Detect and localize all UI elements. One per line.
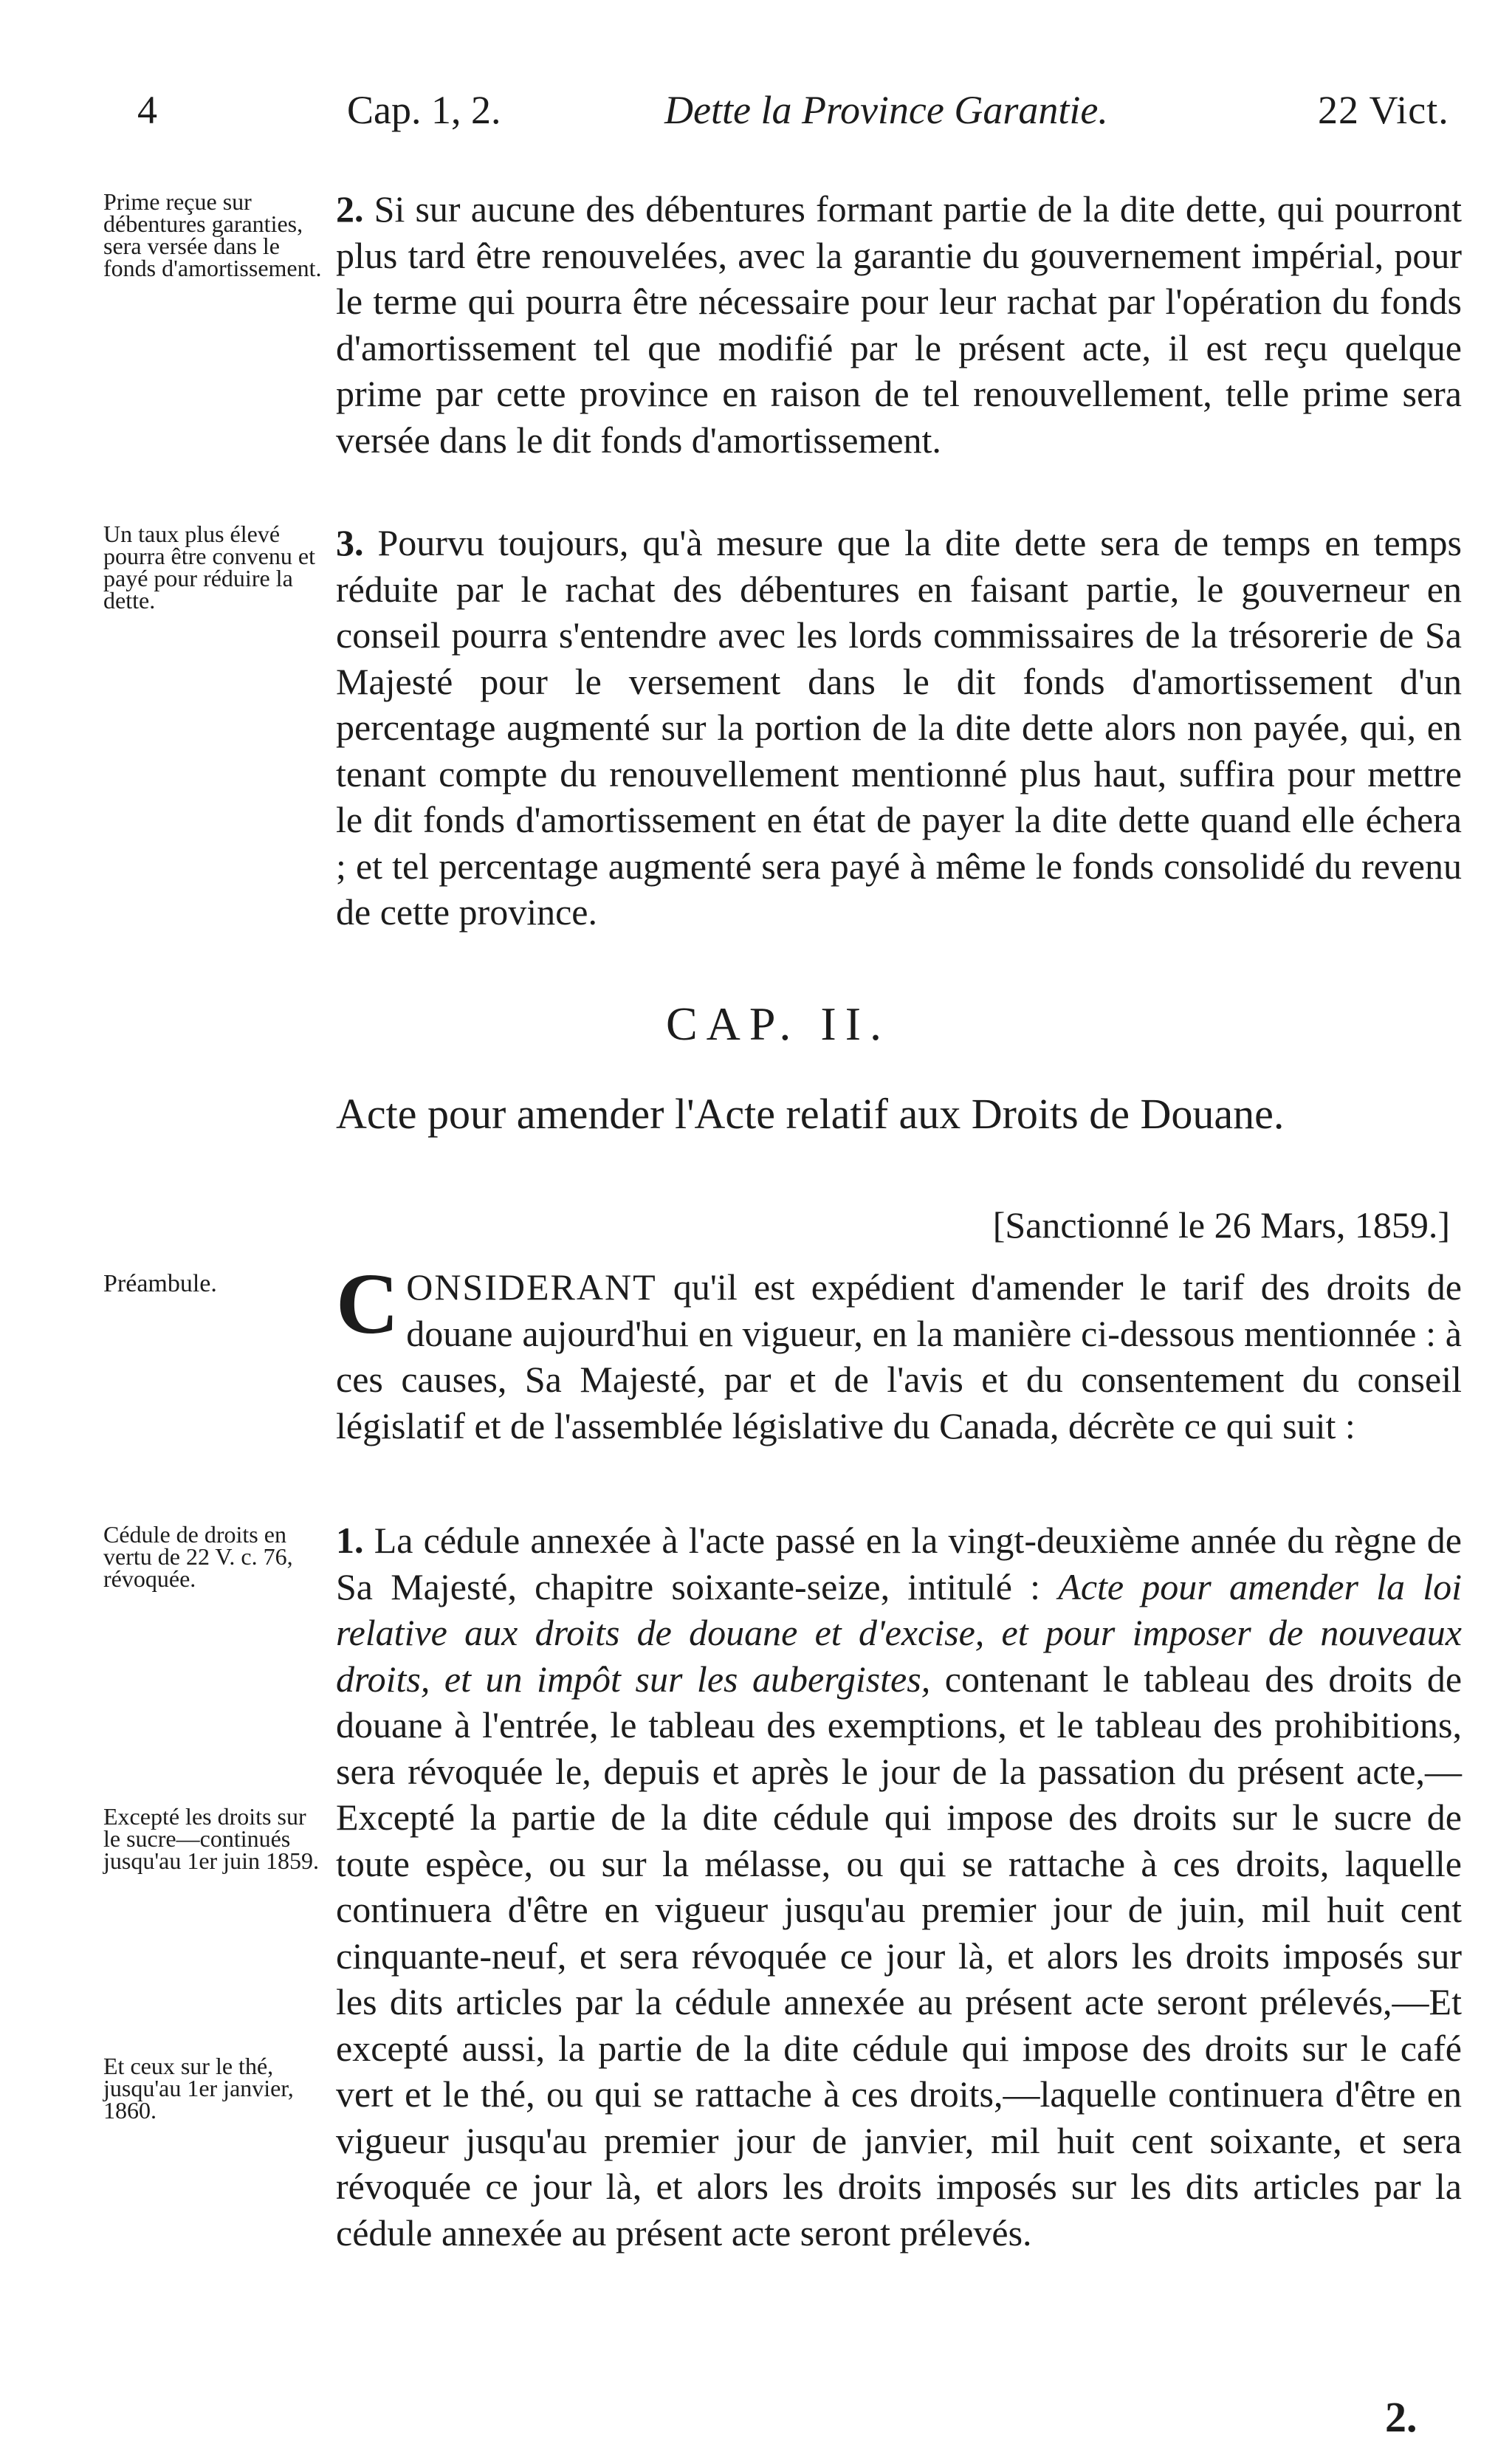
preamble-text: qu'il est expédient d'amender le tarif des droits de douane aujourd'hui en vigueur, en la manière ci-dessous mentionnée : à ces causes, Sa Majesté, par et de l'avis et du consentement du conseil législatif et de l'assemblée législative du Canada, décrète ce qui suit : <box>336 1266 1462 1446</box>
sidenote-preambule: Préambule. <box>103 1270 217 1297</box>
section-2-number: 2. <box>336 188 364 230</box>
sidenote-excepte: Excepté les droits sur le sucre—continués jusqu'au 1er juin 1859. <box>103 1803 319 1874</box>
running-title: Dette la Province Garantie. <box>664 88 1108 132</box>
section-1 <box>336 1517 1462 2256</box>
section-1-text-b: contenant le tableau des droits de douane à l'entrée, le tableau des exemptions, et le tableau des prohibitions, sera révoquée le, depuis et après le jour de la passation du présent acte,—Excepté la partie de la dite cédule qui impose des droits sur le sucre de toute espèce, ou sur la mélasse, ou qui se rattache à ces droits, laquelle continuera d'être en vigueur jusqu'au premier jour de juin, mil huit cent cinquante-neuf, et sera révoquée ce jour là, et alors les droits imposés sur les dits articles par la cédule annexée au présent acte seront prélevés,—Et excepté aussi, la partie de la dite cédule qui impose des droits sur le café vert et le thé, ou qui se rattache à ces droits,—laquelle continuera d'être en vigueur jusqu'au premier jour de janvier, mil huit cent soixante, et sera révoquée ce jour là, et alors les droits imposés sur les dits articles par la cédule annexée au présent acte seront prélevés. <box>336 1658 1463 2254</box>
section-2-text: Si sur aucune des débentures formant partie de la dite dette, qui pourront plus tard être renouvelées, avec la garantie du gouvernement impérial, pour le terme qui pourra être nécessaire pour leur rachat par l'opération du fonds d'amortissement tel que modifié par le présent acte, il est reçu quelque prime par cette province en raison de tel renouvellement, telle prime sera versée dans le dit fonds d'amortissement. <box>336 188 1462 461</box>
regnal-year: 22 Vict. <box>1318 88 1449 132</box>
sidenote-taux: Un taux plus élevé pourra être convenu et payé pour réduire la dette. <box>103 521 315 614</box>
act-title: Acte pour amender l'Acte relatif aux Droits de Douane. <box>336 1090 1285 1138</box>
running-header <box>0 87 1512 146</box>
sanction-date: [Sanctionné le 26 Mars, 1859.] <box>992 1204 1450 1246</box>
section-2 <box>336 186 1462 463</box>
preamble-lead: ONSIDERANT <box>406 1266 657 1308</box>
cited-act-title: Acte pour amender la loi relative aux droits de douane et d'excise, et pour imposer de nouveaux droits, et un impôt sur les aubergistes, <box>336 1565 1463 1700</box>
sidenote-prime: Prime reçue sur débentures garanties, sera versée dans le fonds d'amortissement. <box>103 188 322 281</box>
section-3 <box>336 520 1462 936</box>
section-1-text-a: La cédule annexée à l'acte passé en la vingt-deuxième année du règne de Sa Majesté, chapitre soixante-seize, intitulé : <box>336 1520 1462 1607</box>
chapter-reference: Cap. 1, 2. <box>347 88 501 132</box>
sidenote-the: Et ceux sur le thé, jusqu'au 1er janvier, 1860. <box>103 2053 294 2124</box>
drop-cap: C <box>336 1255 399 1352</box>
catchword: 2. <box>1385 2393 1418 2441</box>
chapter-heading: CAP. II. <box>665 998 891 1050</box>
section-3-text: Pourvu toujours, qu'à mesure que la dite dette sera de temps en temps réduite par le rachat des débentures en faisant partie, le gouverneur en conseil pourra s'entendre avec les lords commissaires de la trésorerie de Sa Majesté pour le versement dans le dit fonds d'amortissement d'un percentage augmenté sur la portion de la dite dette alors non payée, qui, en tenant compte du renouvellement mentionné plus haut, suffira pour mettre le dit fonds d'amortissement en état de payer la dite dette quand elle échera ; et tel percentage augmenté sera payé à même le fonds consolidé du revenu de cette province. <box>336 522 1462 933</box>
section-1-number: 1. <box>336 1520 364 1561</box>
section-3-number: 3. <box>336 522 364 563</box>
preamble <box>336 1255 1462 1449</box>
sidenote-cedule: Cédule de droits en vertu de 22 V. c. 76, révoquée. <box>103 1521 293 1592</box>
page-number: 4 <box>137 88 157 132</box>
